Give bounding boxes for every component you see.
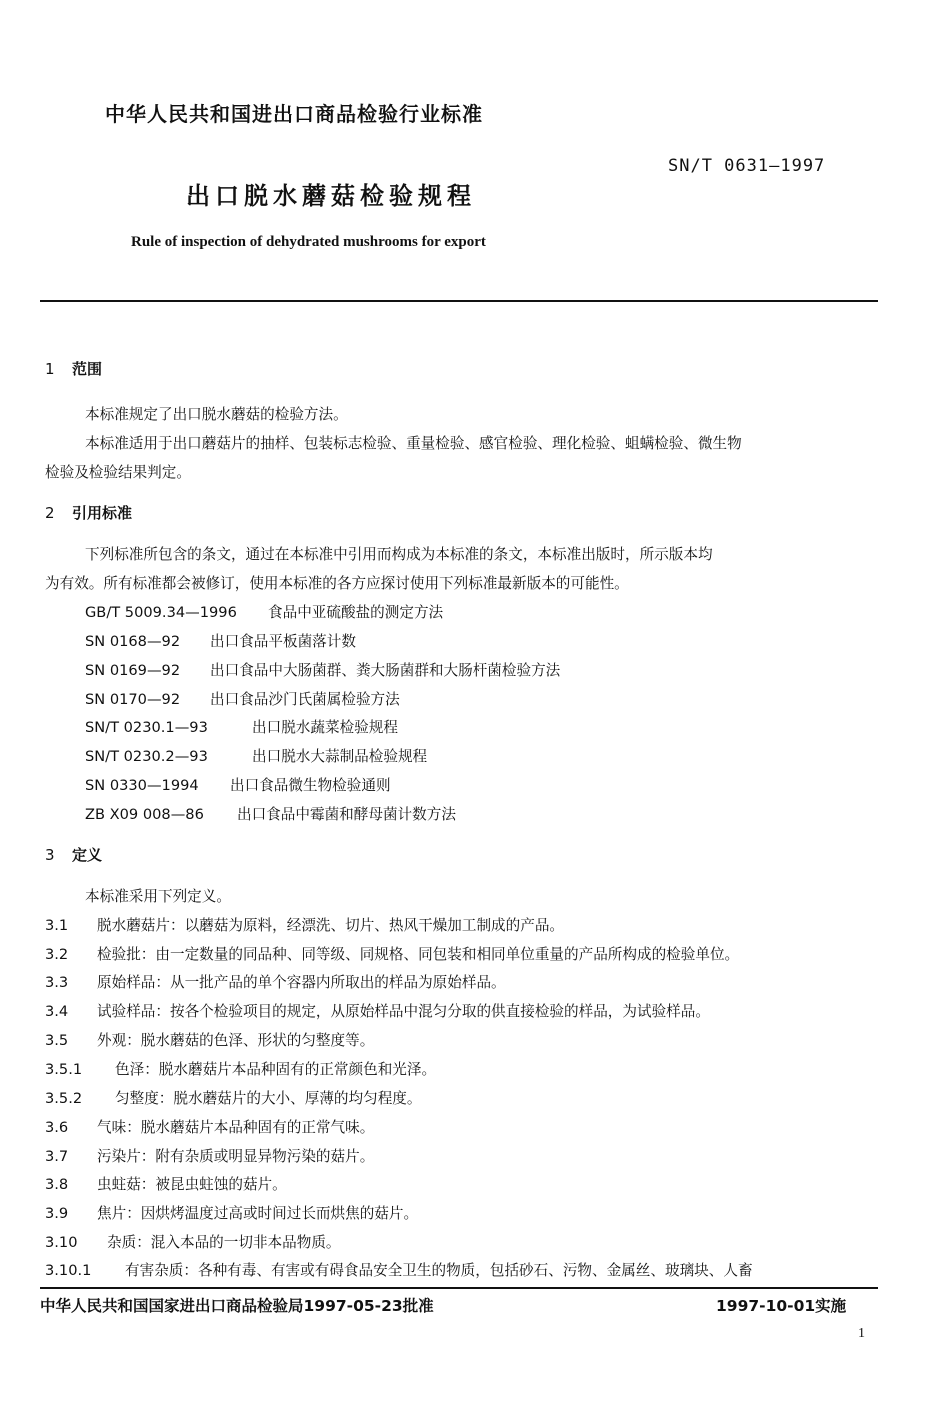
clause-text: 有害杂质：各种有毒、有害或有碍食品安全卫生的物质，包括砂石、污物、金属丝、玻璃块、人畜 — [125, 1262, 753, 1279]
section-number: 1 — [45, 360, 55, 378]
reference-name: 出口食品微生物检验通则 — [230, 777, 391, 794]
clause-number: 3.9 — [45, 1205, 69, 1222]
clause-text: 污染片：附有杂质或明显异物污染的菇片。 — [97, 1148, 375, 1165]
definition-item — [45, 1145, 374, 1166]
reference-name: 出口食品中大肠菌群、粪大肠菌群和大肠杆菌检验方法 — [210, 662, 561, 679]
standard-code: SN/T 0631—1997 — [668, 156, 826, 176]
section-2-heading — [45, 502, 132, 523]
reference-standard — [85, 803, 456, 824]
clause-number: 3.4 — [45, 1003, 69, 1020]
clause-text: 试验样品：按各个检验项目的规定，从原始样品中混匀分取的供直接检验的样品，为试验样品。 — [97, 1003, 710, 1020]
reference-standard — [85, 630, 356, 651]
reference-standard — [85, 774, 391, 795]
clause-number: 3.5.2 — [45, 1090, 83, 1107]
definition-item — [45, 1087, 421, 1108]
definition-item — [45, 1000, 710, 1021]
definition-item — [45, 1231, 341, 1252]
clause-text: 检验批：由一定数量的同品种、同等级、同规格、同包装和相同单位重量的产品所构成的检验单位。 — [97, 946, 740, 963]
footer-divider — [40, 1287, 878, 1289]
reference-name: 出口食品平板菌落计数 — [210, 633, 356, 650]
approval-statement: 中华人民共和国国家进出口商品检验局1997-05-23批准 — [40, 1297, 434, 1315]
paragraph: 下列标准所包含的条文，通过在本标准中引用而构成为本标准的条文，本标准出版时，所示版本均 — [85, 546, 713, 563]
reference-name: 出口脱水大蒜制品检验规程 — [252, 748, 428, 765]
page-number: 1 — [858, 1326, 865, 1341]
clause-text: 气味：脱水蘑菇片本品种固有的正常气味。 — [97, 1119, 375, 1136]
paragraph: 本标准采用下列定义。 — [85, 888, 231, 905]
clause-text: 外观：脱水蘑菇的色泽、形状的匀整度等。 — [97, 1032, 375, 1049]
clause-text: 虫蛀菇：被昆虫蛀蚀的菇片。 — [97, 1176, 287, 1193]
reference-standard — [85, 716, 398, 737]
section-3-heading — [45, 844, 102, 865]
reference-code: SN 0170—92 — [85, 691, 181, 708]
reference-code: SN 0168—92 — [85, 633, 181, 650]
clause-text: 匀整度：脱水蘑菇片的大小、厚薄的均匀程度。 — [115, 1090, 422, 1107]
reference-standard — [85, 601, 443, 622]
clause-number: 3.6 — [45, 1119, 69, 1136]
section-title: 定义 — [72, 846, 103, 864]
clause-number: 3.10 — [45, 1234, 78, 1251]
reference-code: SN/T 0230.2—93 — [85, 748, 208, 765]
section-title: 范围 — [72, 360, 103, 378]
clause-number: 3.3 — [45, 974, 69, 991]
clause-number: 3.7 — [45, 1148, 69, 1165]
issuing-body-header: 中华人民共和国进出口商品检验行业标准 — [105, 102, 483, 126]
clause-text: 色泽：脱水蘑菇片本品种固有的正常颜色和光泽。 — [115, 1061, 437, 1078]
clause-text: 焦片：因烘烤温度过高或时间过长而烘焦的菇片。 — [97, 1205, 419, 1222]
paragraph: 本标准规定了出口脱水蘑菇的检验方法。 — [85, 406, 348, 423]
clause-number: 3.8 — [45, 1176, 69, 1193]
section-number: 3 — [45, 846, 55, 864]
paragraph: 检验及检验结果判定。 — [45, 464, 191, 481]
clause-number: 3.5 — [45, 1032, 69, 1049]
reference-standard — [85, 745, 427, 766]
clause-text: 脱水蘑菇片：以蘑菇为原料，经漂洗、切片、热风干燥加工制成的产品。 — [97, 917, 565, 934]
section-1-heading — [45, 358, 102, 379]
definition-item — [45, 971, 506, 992]
title-chinese: 出口脱水蘑菇检验规程 — [186, 182, 476, 210]
reference-code: SN 0330—1994 — [85, 777, 199, 794]
section-number: 2 — [45, 504, 55, 522]
definition-item — [45, 914, 564, 935]
reference-name: 出口脱水蔬菜检验规程 — [252, 719, 398, 736]
definition-item — [45, 1202, 418, 1223]
reference-standard — [85, 659, 560, 680]
definition-item — [45, 1173, 287, 1194]
effective-date: 1997-10-01实施 — [716, 1297, 847, 1315]
reference-code: SN/T 0230.1—93 — [85, 719, 208, 736]
clause-text: 原始样品：从一批产品的单个容器内所取出的样品为原始样品。 — [97, 974, 506, 991]
reference-name: 出口食品沙门氏菌属检验方法 — [210, 691, 400, 708]
clause-number: 3.2 — [45, 946, 69, 963]
reference-name: 出口食品中霉菌和酵母菌计数方法 — [237, 806, 456, 823]
reference-code: GB/T 5009.34—1996 — [85, 604, 237, 621]
reference-code: SN 0169—92 — [85, 662, 181, 679]
title-english: Rule of inspection of dehydrated mushrooms for export — [131, 234, 486, 250]
definition-item — [45, 943, 739, 964]
definition-item — [45, 1058, 436, 1079]
definition-item — [45, 1029, 374, 1050]
reference-code: ZB X09 008—86 — [85, 806, 204, 823]
clause-number: 3.5.1 — [45, 1061, 83, 1078]
clause-number: 3.10.1 — [45, 1262, 92, 1279]
definition-item — [45, 1259, 753, 1280]
reference-name: 食品中亚硫酸盐的测定方法 — [268, 604, 444, 621]
paragraph: 本标准适用于出口蘑菇片的抽样、包装标志检验、重量检验、感官检验、理化检验、蛆螨检验、微生物 — [85, 435, 742, 452]
reference-standard — [85, 688, 400, 709]
clause-number: 3.1 — [45, 917, 69, 934]
definition-item — [45, 1116, 374, 1137]
clause-text: 杂质：混入本品的一切非本品物质。 — [107, 1234, 341, 1251]
paragraph: 为有效。所有标准都会被修订，使用本标准的各方应探讨使用下列标准最新版本的可能性。 — [45, 575, 629, 592]
header-divider — [40, 300, 878, 302]
section-title: 引用标准 — [72, 504, 133, 522]
